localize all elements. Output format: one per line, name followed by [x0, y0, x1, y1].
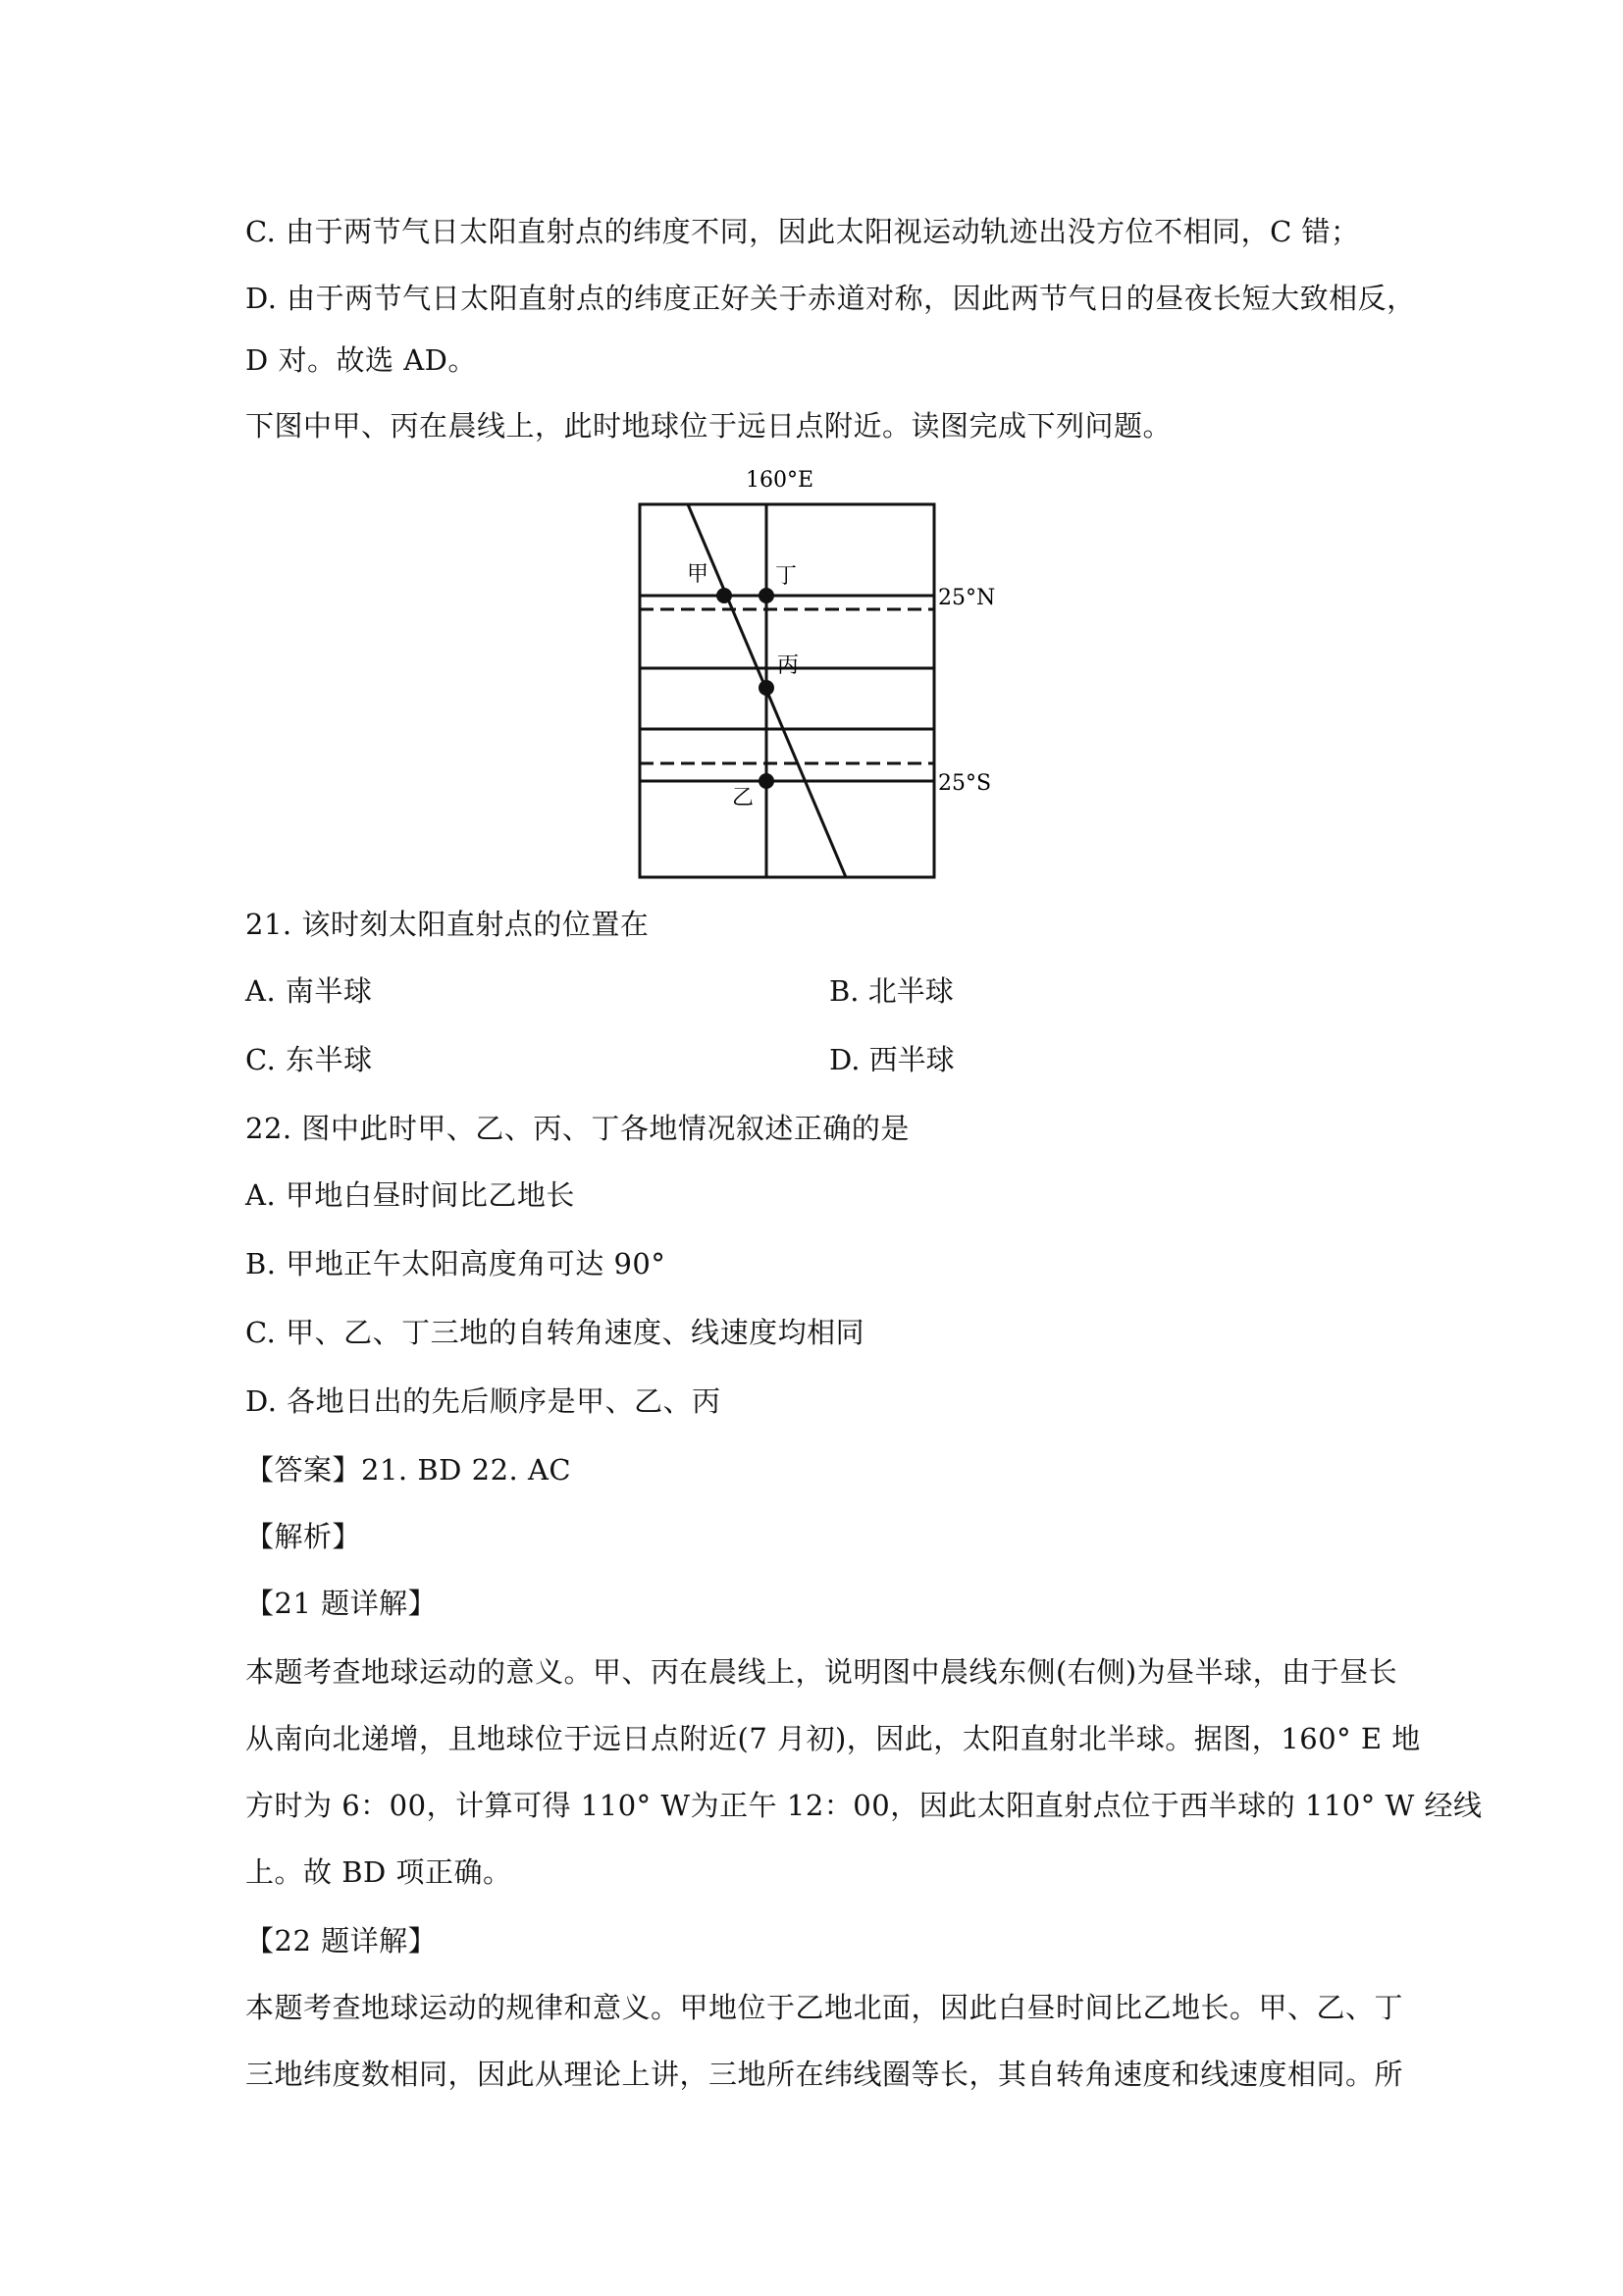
q21-option-c: C. 东半球 — [245, 1043, 373, 1076]
detail21-line1: 本题考查地球运动的意义。甲、丙在晨线上，说明图中晨线东侧(右侧)为昼半球，由于昼长 — [245, 1655, 1398, 1689]
text-c-option: C. 由于两节气日太阳直射点的纬度不同，因此太阳视运动轨迹出没方位不相同，C 错； — [245, 215, 1360, 248]
label-160e: 160°E — [746, 468, 814, 493]
point-jia — [716, 588, 732, 603]
terminator-figure — [608, 461, 1021, 883]
q21-stem: 21. 该时刻太阳直射点的位置在 — [245, 908, 650, 941]
q21-option-d: D. 西半球 — [829, 1043, 955, 1076]
label-25s: 25°S — [938, 771, 992, 796]
q22-stem: 22. 图中此时甲、乙、丙、丁各地情况叙述正确的是 — [245, 1112, 910, 1145]
answer-line: 【答案】21. BD 22. AC — [245, 1453, 572, 1487]
text-d-option-cont: D 对。故选 AD。 — [245, 343, 477, 377]
analysis-heading: 【解析】 — [245, 1520, 362, 1553]
text-d-option: D. 由于两节气日太阳直射点的纬度正好关于赤道对称，因此两节气日的昼夜长短大致相反， — [245, 282, 1416, 315]
point-ding — [759, 588, 774, 603]
q22-option-b: B. 甲地正午太阳高度角可达 90° — [245, 1247, 666, 1280]
label-yi: 乙 — [732, 786, 755, 810]
detail22-line1: 本题考查地球运动的规律和意义。甲地位于乙地北面，因此白昼时间比乙地长。甲、乙、丁 — [245, 1991, 1404, 2024]
detail21-heading: 【21 题详解】 — [245, 1587, 438, 1620]
point-bing — [759, 680, 774, 696]
label-jia: 甲 — [687, 562, 709, 587]
detail22-heading: 【22 题详解】 — [245, 1924, 438, 1957]
question-intro: 下图中甲、丙在晨线上，此时地球位于远日点附近。读图完成下列问题。 — [245, 409, 1173, 443]
q21-option-a: A. 南半球 — [245, 974, 373, 1008]
q22-option-c: C. 甲、乙、丁三地的自转角速度、线速度均相同 — [245, 1316, 865, 1349]
detail22-line2: 三地纬度数相同，因此从理论上讲，三地所在纬线圈等长，其自转角速度和线速度相同。所 — [245, 2058, 1404, 2091]
label-25n: 25°N — [938, 586, 996, 610]
point-yi — [759, 773, 774, 789]
q22-option-d: D. 各地日出的先后顺序是甲、乙、丙 — [245, 1384, 721, 1418]
figure-frame — [640, 504, 934, 877]
label-bing: 丙 — [777, 653, 800, 678]
detail21-line4: 上。故 BD 项正确。 — [245, 1855, 512, 1889]
detail21-line3: 方时为 6：00，计算可得 110° W为正午 12：00，因此太阳直射点位于西半球的 110° W 经线 — [245, 1789, 1483, 1822]
q21-option-b: B. 北半球 — [829, 974, 954, 1008]
label-ding: 丁 — [775, 564, 798, 589]
q22-option-a: A. 甲地白昼时间比乙地长 — [245, 1178, 575, 1212]
detail21-line2: 从南向北递增，且地球位于远日点附近(7 月初)，因此，太阳直射北半球。据图，160° E 地 — [245, 1722, 1421, 1755]
